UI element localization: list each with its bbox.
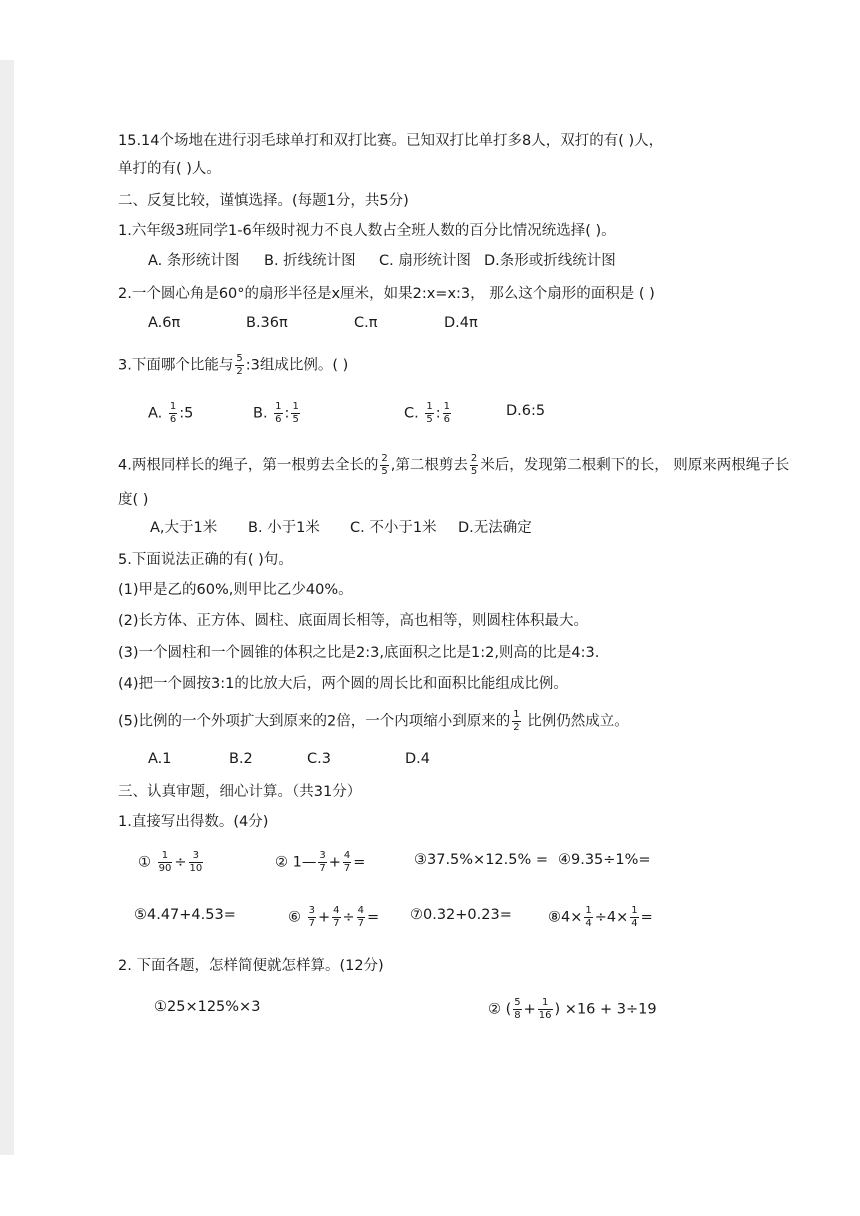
fraction-denominator: 5 xyxy=(426,414,433,425)
item-fraction xyxy=(630,905,638,930)
statement-start: (5)比例的一个外项扩大到原来的2倍，一个内项缩小到原来的 xyxy=(118,713,511,730)
item-fraction xyxy=(343,850,351,875)
item-operator: + xyxy=(317,909,331,926)
item-operator: ÷ xyxy=(174,854,187,871)
s3-p2-item-2 xyxy=(488,997,657,1022)
fraction-numerator: 2 xyxy=(470,453,478,464)
s2-q4-fraction-1 xyxy=(380,453,388,478)
s2-q4-fraction-2 xyxy=(470,453,478,478)
s2-q3-stem-end: :3组成比例。( ) xyxy=(245,357,349,374)
s2-q5-statement-3: (3)一个圆柱和一个圆锥的体积之比是2:3,底面积之比是1:2,则高的比是4:3. xyxy=(118,645,600,661)
option-fraction xyxy=(443,401,451,426)
fraction-denominator: 5 xyxy=(381,466,388,477)
option-colon: : xyxy=(284,405,290,422)
option-fraction xyxy=(291,401,299,426)
fraction-numerator: 3 xyxy=(319,850,326,861)
s2-q4-option-c: C. 不小于1米 xyxy=(350,520,437,536)
item-fraction xyxy=(318,850,326,875)
fraction-numerator: 1 xyxy=(631,905,638,916)
fraction-denominator: 7 xyxy=(343,863,351,874)
item-fraction xyxy=(158,850,173,875)
s2-q4-line2: 度( ) xyxy=(118,492,149,508)
s2-q4-option-d: D.无法确定 xyxy=(458,520,532,536)
fraction-denominator: 5 xyxy=(292,414,299,425)
item-number: ⑧4× xyxy=(548,909,583,926)
fraction-denominator: 5 xyxy=(470,466,478,477)
s2-q3-option-a xyxy=(148,401,193,426)
item-operator: ÷ xyxy=(342,909,355,926)
option-colon: : xyxy=(435,405,441,422)
s3-p2-title: 2. 下面各题，怎样简便就怎样算。(12分) xyxy=(118,958,384,974)
s2-q5-statement-4: (4)把一个圆按3:1的比放大后，两个圆的周长比和面积比能组成比例。 xyxy=(118,676,568,692)
item-fraction xyxy=(308,905,316,930)
item-equals: = xyxy=(640,909,653,926)
s3-p2-item-1: ①25×125%×3 xyxy=(154,999,261,1015)
s2-q3-stem-start: 3.下面哪个比能与 xyxy=(118,357,234,374)
fraction-numerator: 1 xyxy=(275,401,282,412)
item-end: ) ×16 + 3÷19 xyxy=(554,1001,657,1018)
fraction-denominator: 6 xyxy=(275,414,282,425)
item-fraction xyxy=(332,905,340,930)
fraction-numerator: 1 xyxy=(426,401,433,412)
q15-line2: 单打的有( )人。 xyxy=(118,161,221,177)
s2-q4-stem-mid: ,第二根剪去 xyxy=(390,457,468,474)
item-number: ⑥ xyxy=(288,909,301,926)
item-middle: ÷4× xyxy=(594,909,629,926)
s3-p1-item-6 xyxy=(288,905,379,930)
statement-end: 比例仍然成立。 xyxy=(522,713,629,730)
s2-q5-stem: 5.下面说法正确的有( )句。 xyxy=(118,552,293,568)
s3-p1-item-2 xyxy=(275,850,365,875)
option-label: A. xyxy=(148,405,163,422)
fraction-denominator: 10 xyxy=(189,863,203,874)
s3-p1-item-3: ③37.5%×12.5% = xyxy=(414,852,549,868)
fraction-denominator: 2 xyxy=(513,722,520,733)
s2-q3-stem xyxy=(118,353,348,378)
fraction-numerator: 5 xyxy=(514,997,521,1008)
section2-title: 二、反复比较，谨慎选择。(每题1分，共5分) xyxy=(118,193,409,209)
s2-q3-fraction xyxy=(235,353,243,378)
fraction-numerator: 1 xyxy=(169,401,177,412)
option-label: C. xyxy=(404,405,419,422)
s3-p1-item-8 xyxy=(548,905,653,930)
fraction-numerator: 1 xyxy=(158,850,173,863)
item-start: ② ( xyxy=(488,1001,512,1018)
s2-q4-stem xyxy=(118,453,789,478)
fraction-numerator: 1 xyxy=(292,401,299,412)
item-fraction xyxy=(538,997,553,1022)
item-fraction xyxy=(584,905,592,930)
fraction-denominator: 7 xyxy=(357,918,365,929)
s2-q2-option-d: D.4π xyxy=(444,315,478,331)
s2-q3-option-d: D.6:5 xyxy=(506,403,546,419)
s2-q2-option-a: A.6π xyxy=(148,315,181,331)
fraction-denominator: 7 xyxy=(333,918,340,929)
option-label: B. xyxy=(253,405,268,422)
option-fraction xyxy=(169,401,177,426)
fraction-numerator: 4 xyxy=(333,905,340,916)
item-operator: + xyxy=(523,1001,536,1018)
fraction-denominator: 90 xyxy=(158,863,172,874)
s2-q1-option-a: A. 条形统计图 xyxy=(148,253,240,269)
s2-q4-stem-end: 米后，发现第二根剩下的长， 则原来两根绳子长 xyxy=(480,457,790,474)
s2-q4-option-a: A,大于1米 xyxy=(150,520,218,536)
option-tail: :5 xyxy=(179,405,194,422)
fraction-numerator: 3 xyxy=(308,905,315,916)
s2-q4-stem-start: 4.两根同样长的绳子，第一根剪去全长的 xyxy=(118,457,379,474)
s2-q3-option-b xyxy=(253,401,302,426)
fraction-denominator: 7 xyxy=(308,918,315,929)
fraction-denominator: 7 xyxy=(319,863,326,874)
fraction-denominator: 2 xyxy=(236,366,243,377)
s2-q1-option-c: C. 扇形统计图 xyxy=(379,253,471,269)
item-fraction xyxy=(189,850,204,875)
fraction-denominator: 8 xyxy=(514,1010,521,1021)
s2-q5-statement-2: (2)长方体、正方体、圆柱、底面周长相等，高也相等，则圆柱体积最大。 xyxy=(118,613,589,629)
fraction-numerator: 1 xyxy=(585,905,592,916)
statement-fraction xyxy=(512,709,520,734)
fraction-denominator: 6 xyxy=(443,414,450,425)
s3-p1-item-5: ⑤4.47+4.53= xyxy=(134,907,236,923)
item-fraction xyxy=(357,905,365,930)
item-number: ② 1— xyxy=(275,854,317,871)
fraction-denominator: 4 xyxy=(585,918,592,929)
section3-title: 三、认真审题，细心计算。（共31分） xyxy=(118,784,362,800)
option-fraction xyxy=(425,401,433,426)
page-left-gutter xyxy=(0,60,14,1155)
option-fraction xyxy=(274,401,282,426)
q15-line1: 15.14个场地在进行羽毛球单打和双打比赛。已知双打比单打多8人，双打的有( )人， xyxy=(118,133,664,149)
s2-q4-option-b: B. 小于1米 xyxy=(248,520,320,536)
fraction-numerator: 1 xyxy=(513,709,520,720)
fraction-numerator: 4 xyxy=(357,905,365,916)
fraction-numerator: 3 xyxy=(189,850,204,863)
item-number: ① xyxy=(138,854,151,871)
s3-p1-item-1 xyxy=(138,850,205,875)
fraction-denominator: 4 xyxy=(631,918,638,929)
s2-q5-option-d: D.4 xyxy=(405,751,430,767)
s2-q5-option-b: B.2 xyxy=(229,751,253,767)
s2-q2-stem: 2.一个圆心角是60°的扇形半径是x厘米，如果2:x=x:3， 那么这个扇形的面积是 ( ) xyxy=(118,286,655,302)
s2-q1-stem: 1.六年级3班同学1-6年级时视力不良人数占全班人数的百分比情况统选择( )。 xyxy=(118,223,616,239)
s3-p1-item-4: ④9.35÷1%= xyxy=(558,852,651,868)
fraction-numerator: 5 xyxy=(236,353,243,364)
item-fraction xyxy=(513,997,521,1022)
fraction-numerator: 2 xyxy=(381,453,388,464)
fraction-denominator: 16 xyxy=(538,1010,552,1021)
s2-q1-option-b: B. 折线统计图 xyxy=(264,253,356,269)
s2-q3-option-c xyxy=(404,401,453,426)
s2-q2-option-c: C.π xyxy=(354,315,378,331)
s2-q2-option-b: B.36π xyxy=(246,315,288,331)
fraction-denominator: 6 xyxy=(169,414,177,425)
s2-q1-option-d: D.条形或折线统计图 xyxy=(484,253,616,269)
s3-p1-title: 1.直接写出得数。(4分) xyxy=(118,814,269,830)
s2-q5-option-a: A.1 xyxy=(148,751,172,767)
fraction-numerator: 1 xyxy=(443,401,450,412)
s2-q5-option-c: C.3 xyxy=(307,751,331,767)
item-equals: = xyxy=(353,854,366,871)
item-operator: + xyxy=(328,854,341,871)
s2-q5-statement-5 xyxy=(118,709,629,734)
fraction-numerator: 1 xyxy=(538,997,553,1010)
s3-p1-item-7: ⑦0.32+0.23= xyxy=(410,907,512,923)
item-equals: = xyxy=(367,909,380,926)
fraction-numerator: 4 xyxy=(343,850,351,861)
s2-q5-statement-1: (1)甲是乙的60%,则甲比乙少40%。 xyxy=(118,582,353,598)
